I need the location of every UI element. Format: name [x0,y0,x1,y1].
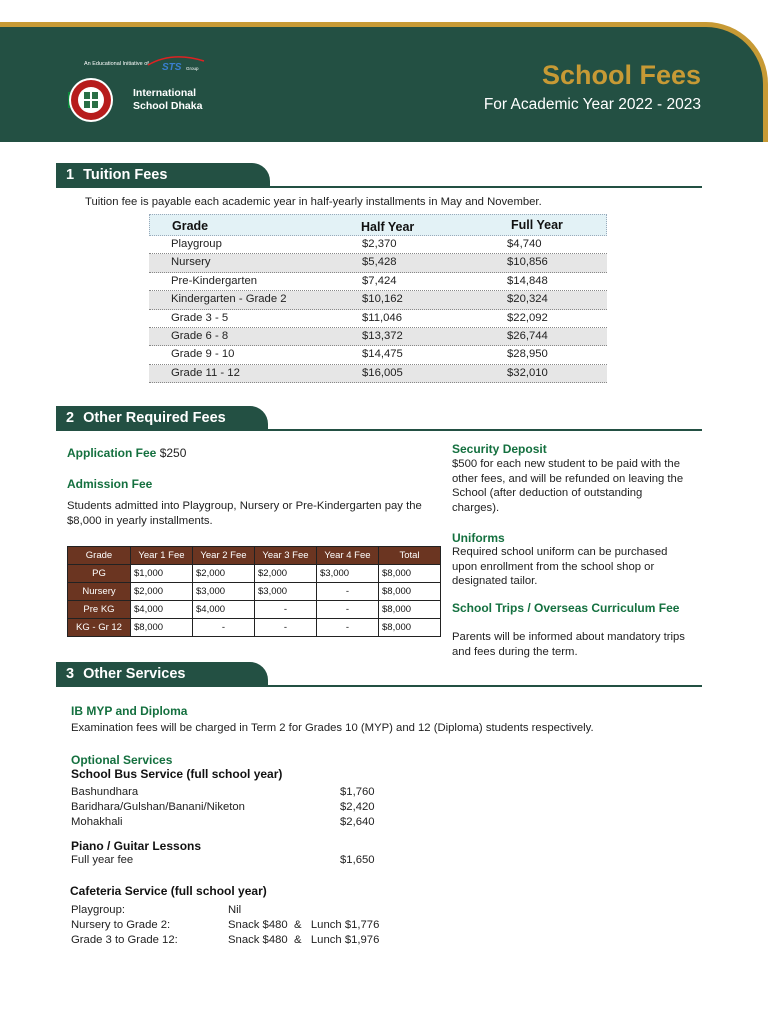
school-name: International School Dhaka [133,87,203,112]
grade-cell: Grade 9 - 10 [171,348,235,361]
column-header: Year 1 Fee [131,547,193,565]
admission-installment-table [67,546,441,637]
uniforms-text: Required school uniform can be purchased upon enrollment from the school shop or designated tailor. [452,546,668,587]
half-year-cell: $5,428 [362,256,397,269]
column-header: Total [379,547,441,565]
fee-cell: $8,000 [379,601,441,619]
fee-cell: $3,000 [193,583,255,601]
fee-cell: $3,000 [317,565,379,583]
grade-cell: Nursery [171,256,211,269]
full-year-cell: $26,744 [507,329,548,342]
cafeteria-label: Cafeteria Service (full school year) [70,884,267,898]
table-row [149,236,607,254]
page-header [0,22,768,142]
tuition-note: Tuition fee is payable each academic year in half-yearly installments in May and November. [85,196,542,208]
column-header: Year 4 Fee [317,547,379,565]
bus-service-label: School Bus Service (full school year) [71,767,283,781]
fee-cell: $4,000 [193,601,255,619]
cafe-fee: Snack $480 & Lunch $1,976 [228,934,380,946]
half-year-cell: $13,372 [362,329,403,342]
section-tab: 2 Other Required Fees [56,406,268,430]
column-header: Grade [68,547,131,565]
svg-text:Group: Group [186,66,199,71]
logo-tagline: An Educational Initiative of [84,61,149,67]
admission-fee-text: Students admitted into Playgroup, Nursery or Pre-Kindergarten pay the $8,000 in yearly installments. [67,500,422,527]
fee-cell: $3,000 [255,583,317,601]
grade-cell: Kindergarten - Grade 2 [171,293,287,306]
fee-cell: - [317,619,379,637]
ib-label: IB MYP and Diploma [71,704,188,718]
cafe-fee: Snack $480 & Lunch $1,776 [228,919,380,931]
table-row [149,291,607,309]
cafe-grade: Nursery to Grade 2: [71,919,171,931]
half-year-cell: $7,424 [362,274,397,287]
grade-cell: Pre-Kindergarten [171,274,258,287]
fee-cell: $8,000 [379,619,441,637]
section-divider [56,685,702,687]
full-year-cell: $28,950 [507,348,548,361]
bus-route-fee: $1,760 [340,786,375,798]
table-row [68,565,441,583]
security-deposit-label: Security Deposit [452,442,547,456]
sts-group-logo-icon [142,55,212,73]
cafe-grade: Playgroup: [71,904,126,916]
section-tab: 1 Tuition Fees [56,163,270,187]
installment-table-header [68,547,441,565]
page-title: School Fees [541,60,701,90]
cafe-fee: Nil [228,904,242,916]
column-header: Year 2 Fee [193,547,255,565]
svg-text:STS: STS [162,62,182,73]
application-fee: Application Fee $250 [67,446,187,460]
full-year-cell: $14,848 [507,274,548,287]
fee-cell: $2,000 [255,565,317,583]
column-header: Year 3 Fee [255,547,317,565]
half-year-cell: $10,162 [362,293,403,306]
admission-fee-label: Admission Fee [67,477,153,491]
table-row [68,583,441,601]
security-deposit-text: $500 for each new student to be paid with the other fees, and will be refunded on leaving the School (after deduction of outstanding charges). [452,458,684,514]
bus-route-name: Mohakhali [71,816,123,828]
bus-route-fee: $2,640 [340,816,375,828]
table-row [149,310,607,328]
optional-services-label: Optional Services [71,753,173,767]
bus-route-name: Bashundhara [71,786,139,798]
piano-row-value: $1,650 [340,854,375,866]
table-row [149,346,607,364]
half-year-cell: $14,475 [362,348,403,361]
grade-cell: PG [68,565,131,583]
table-row [149,273,607,291]
section-divider [56,186,702,188]
tuition-table-header: Grade Half Year Full Year [149,214,607,236]
piano-lessons-label: Piano / Guitar Lessons [71,839,202,853]
bus-route-name: Baridhara/Gulshan/Banani/Niketon [71,801,245,813]
section-divider [56,429,702,431]
table-row [149,328,607,346]
fee-cell: $4,000 [131,601,193,619]
uniforms-label: Uniforms [452,531,505,545]
tuition-table [149,214,607,383]
ib-text: Examination fees will be charged in Term 2 for Grades 10 (MYP) and 12 (Diploma) students respectively. [71,722,594,734]
grade-cell: Nursery [68,583,131,601]
fee-cell: - [255,619,317,637]
half-year-cell: $16,005 [362,366,403,379]
fee-cell: $8,000 [379,565,441,583]
fee-cell: $2,000 [193,565,255,583]
half-year-cell: $11,046 [362,311,402,324]
school-trips-label: School Trips / Overseas Curriculum Fee [452,601,680,615]
piano-row-label: Full year fee [71,854,134,866]
full-year-cell: $10,856 [507,256,548,269]
table-row [149,254,607,272]
fee-cell: - [317,601,379,619]
grade-cell: Grade 6 - 8 [171,329,229,342]
fee-cell: $8,000 [131,619,193,637]
grade-cell: Playgroup [171,238,222,250]
school-crest-icon [68,77,114,123]
fee-cell: - [255,601,317,619]
full-year-cell: $22,092 [507,311,548,324]
fee-cell: - [193,619,255,637]
fee-cell: - [317,583,379,601]
cafe-grade: Grade 3 to Grade 12: [71,934,178,946]
fee-cell: $8,000 [379,583,441,601]
half-year-cell: $2,370 [362,238,397,250]
table-row [149,365,607,383]
table-row [68,601,441,619]
school-trips-text: Parents will be informed about mandatory trips and fees during the term. [452,631,685,658]
full-year-cell: $4,740 [507,238,542,250]
grade-cell: Grade 11 - 12 [171,366,240,379]
full-year-cell: $32,010 [507,366,548,379]
grade-cell: KG - Gr 12 [68,619,131,637]
grade-cell: Grade 3 - 5 [171,311,229,324]
page-subtitle: For Academic Year 2022 - 2023 [483,96,701,113]
fee-cell: $2,000 [131,583,193,601]
fee-cell: $1,000 [131,565,193,583]
grade-cell: Pre KG [68,601,131,619]
table-row [68,619,441,637]
section-tab: 3 Other Services [56,662,268,686]
bus-route-fee: $2,420 [340,801,375,813]
full-year-cell: $20,324 [507,293,548,306]
school-logo [58,57,228,127]
